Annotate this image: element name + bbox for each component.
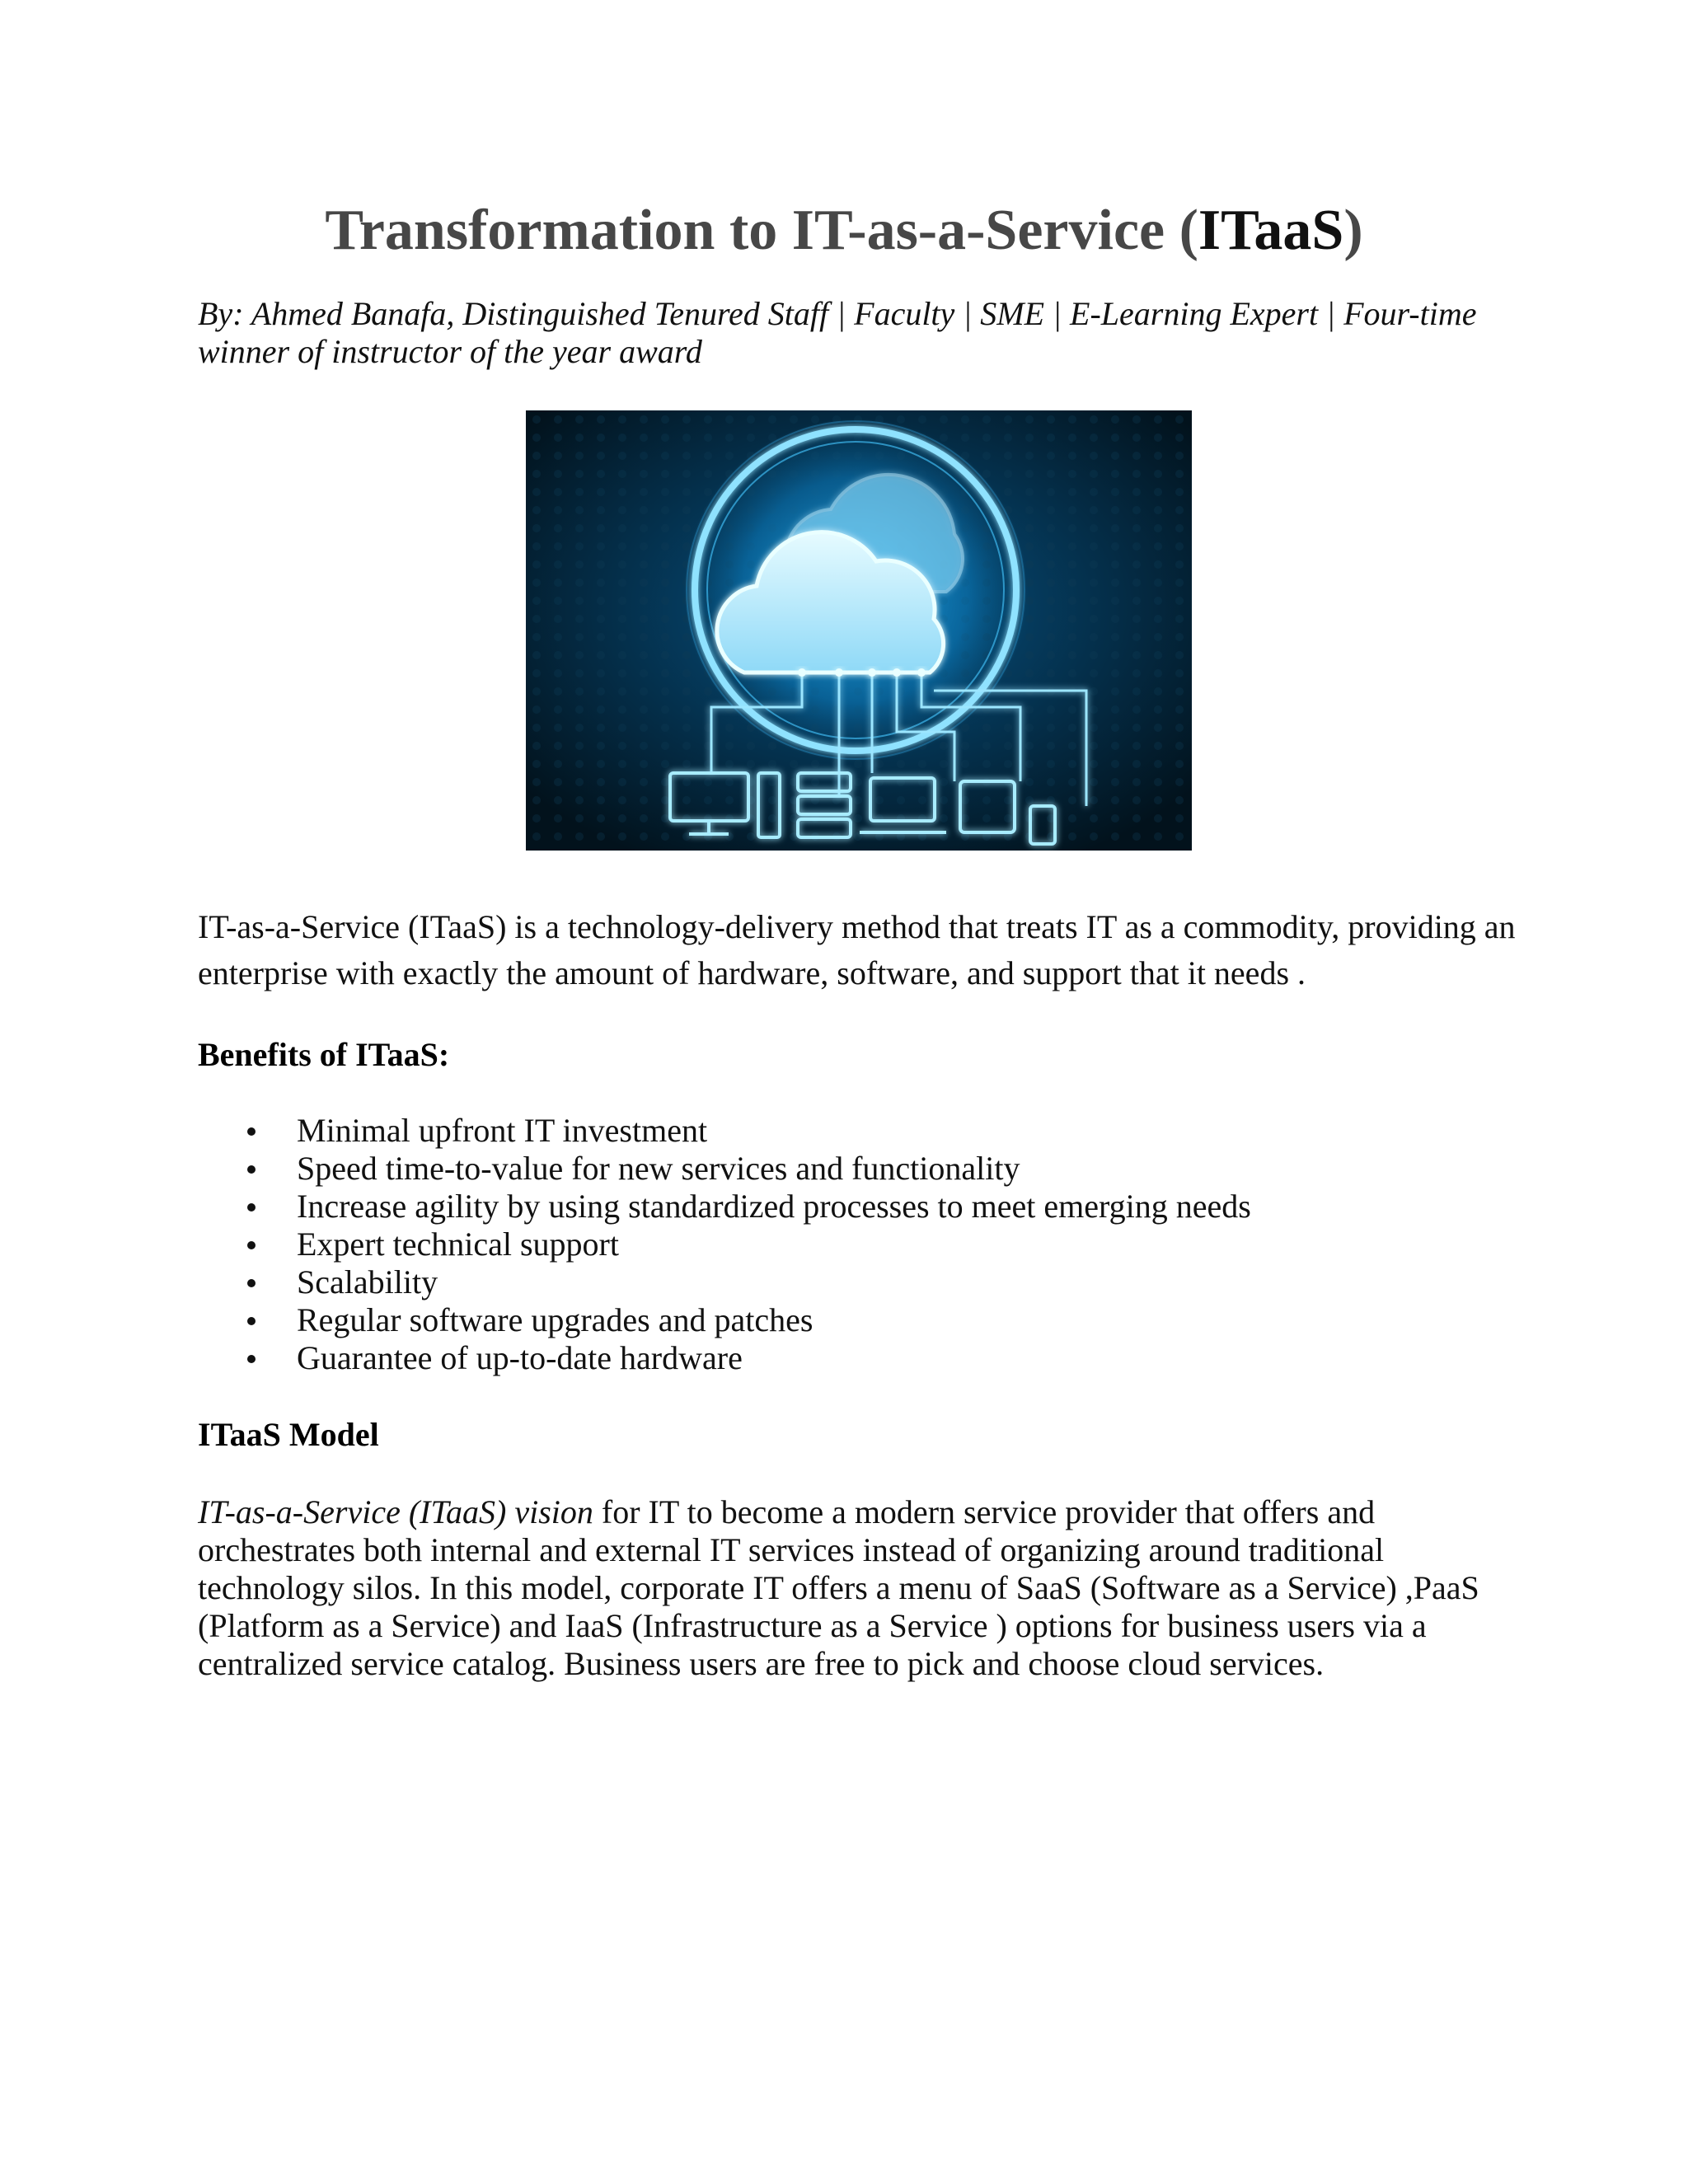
page-title — [0, 194, 1688, 267]
list-item — [198, 1150, 1251, 1188]
model-heading: ITaaS Model — [198, 1416, 379, 1453]
model-lead: IT-as-a-Service (ITaaS) vision — [198, 1493, 593, 1530]
model-paragraph — [198, 1493, 1484, 1683]
list-item-text: Scalability — [297, 1263, 438, 1301]
list-item — [198, 1301, 1251, 1339]
list-item — [198, 1226, 1251, 1263]
list-item-text: Speed time-to-value for new services and functionality — [297, 1150, 1020, 1187]
bullet-icon — [247, 1317, 256, 1325]
intro-paragraph: IT-as-a-Service (ITaaS) is a technology-delivery method that treats IT as a commodity, providing an enterprise with exactly the amount of hardware, software, and support that it needs . — [198, 908, 1516, 991]
list-item-text: Guarantee of up-to-date hardware — [297, 1339, 743, 1376]
title-end: ) — [1343, 199, 1363, 262]
bullet-icon — [247, 1165, 256, 1174]
benefits-heading: Benefits of ITaaS: — [198, 1036, 450, 1073]
list-item-text: Increase agility by using standardized processes to meet emerging needs — [297, 1188, 1251, 1225]
model-text: for IT to become a modern service provider that offers and orchestrates both internal and external IT services instead of organizing around traditional technology silos. In this model, corporate IT offers a menu of SaaS (Software as a Service) ,PaaS (Platform as a Service) and IaaS (Infrastructure as a Service ) options for business users via a centralized service catalog. Business users are free to pick and choose cloud services. — [198, 1493, 1479, 1682]
list-item-text: Regular software upgrades and patches — [297, 1301, 814, 1338]
bullet-icon — [247, 1279, 256, 1287]
bullet-icon — [247, 1203, 256, 1212]
title-strong: ITaaS — [1198, 199, 1344, 262]
bullet-icon — [247, 1127, 256, 1136]
list-item — [198, 1263, 1251, 1301]
cloud-network-icon — [526, 410, 1192, 851]
list-item — [198, 1112, 1251, 1150]
list-item — [198, 1339, 1251, 1377]
title-main: Transformation to IT-as-a-Service ( — [325, 199, 1198, 262]
bullet-icon — [247, 1355, 256, 1363]
list-item-text: Expert technical support — [297, 1226, 619, 1263]
list-item-text: Minimal upfront IT investment — [297, 1112, 708, 1149]
bullet-icon — [247, 1241, 256, 1249]
list-item — [198, 1188, 1251, 1226]
benefits-list — [198, 1112, 1251, 1377]
author-byline: By: Ahmed Banafa, Distinguished Tenured Staff | Faculty | SME | E-Learning Expert | Four-time winner of instructor of the year award — [198, 295, 1477, 370]
